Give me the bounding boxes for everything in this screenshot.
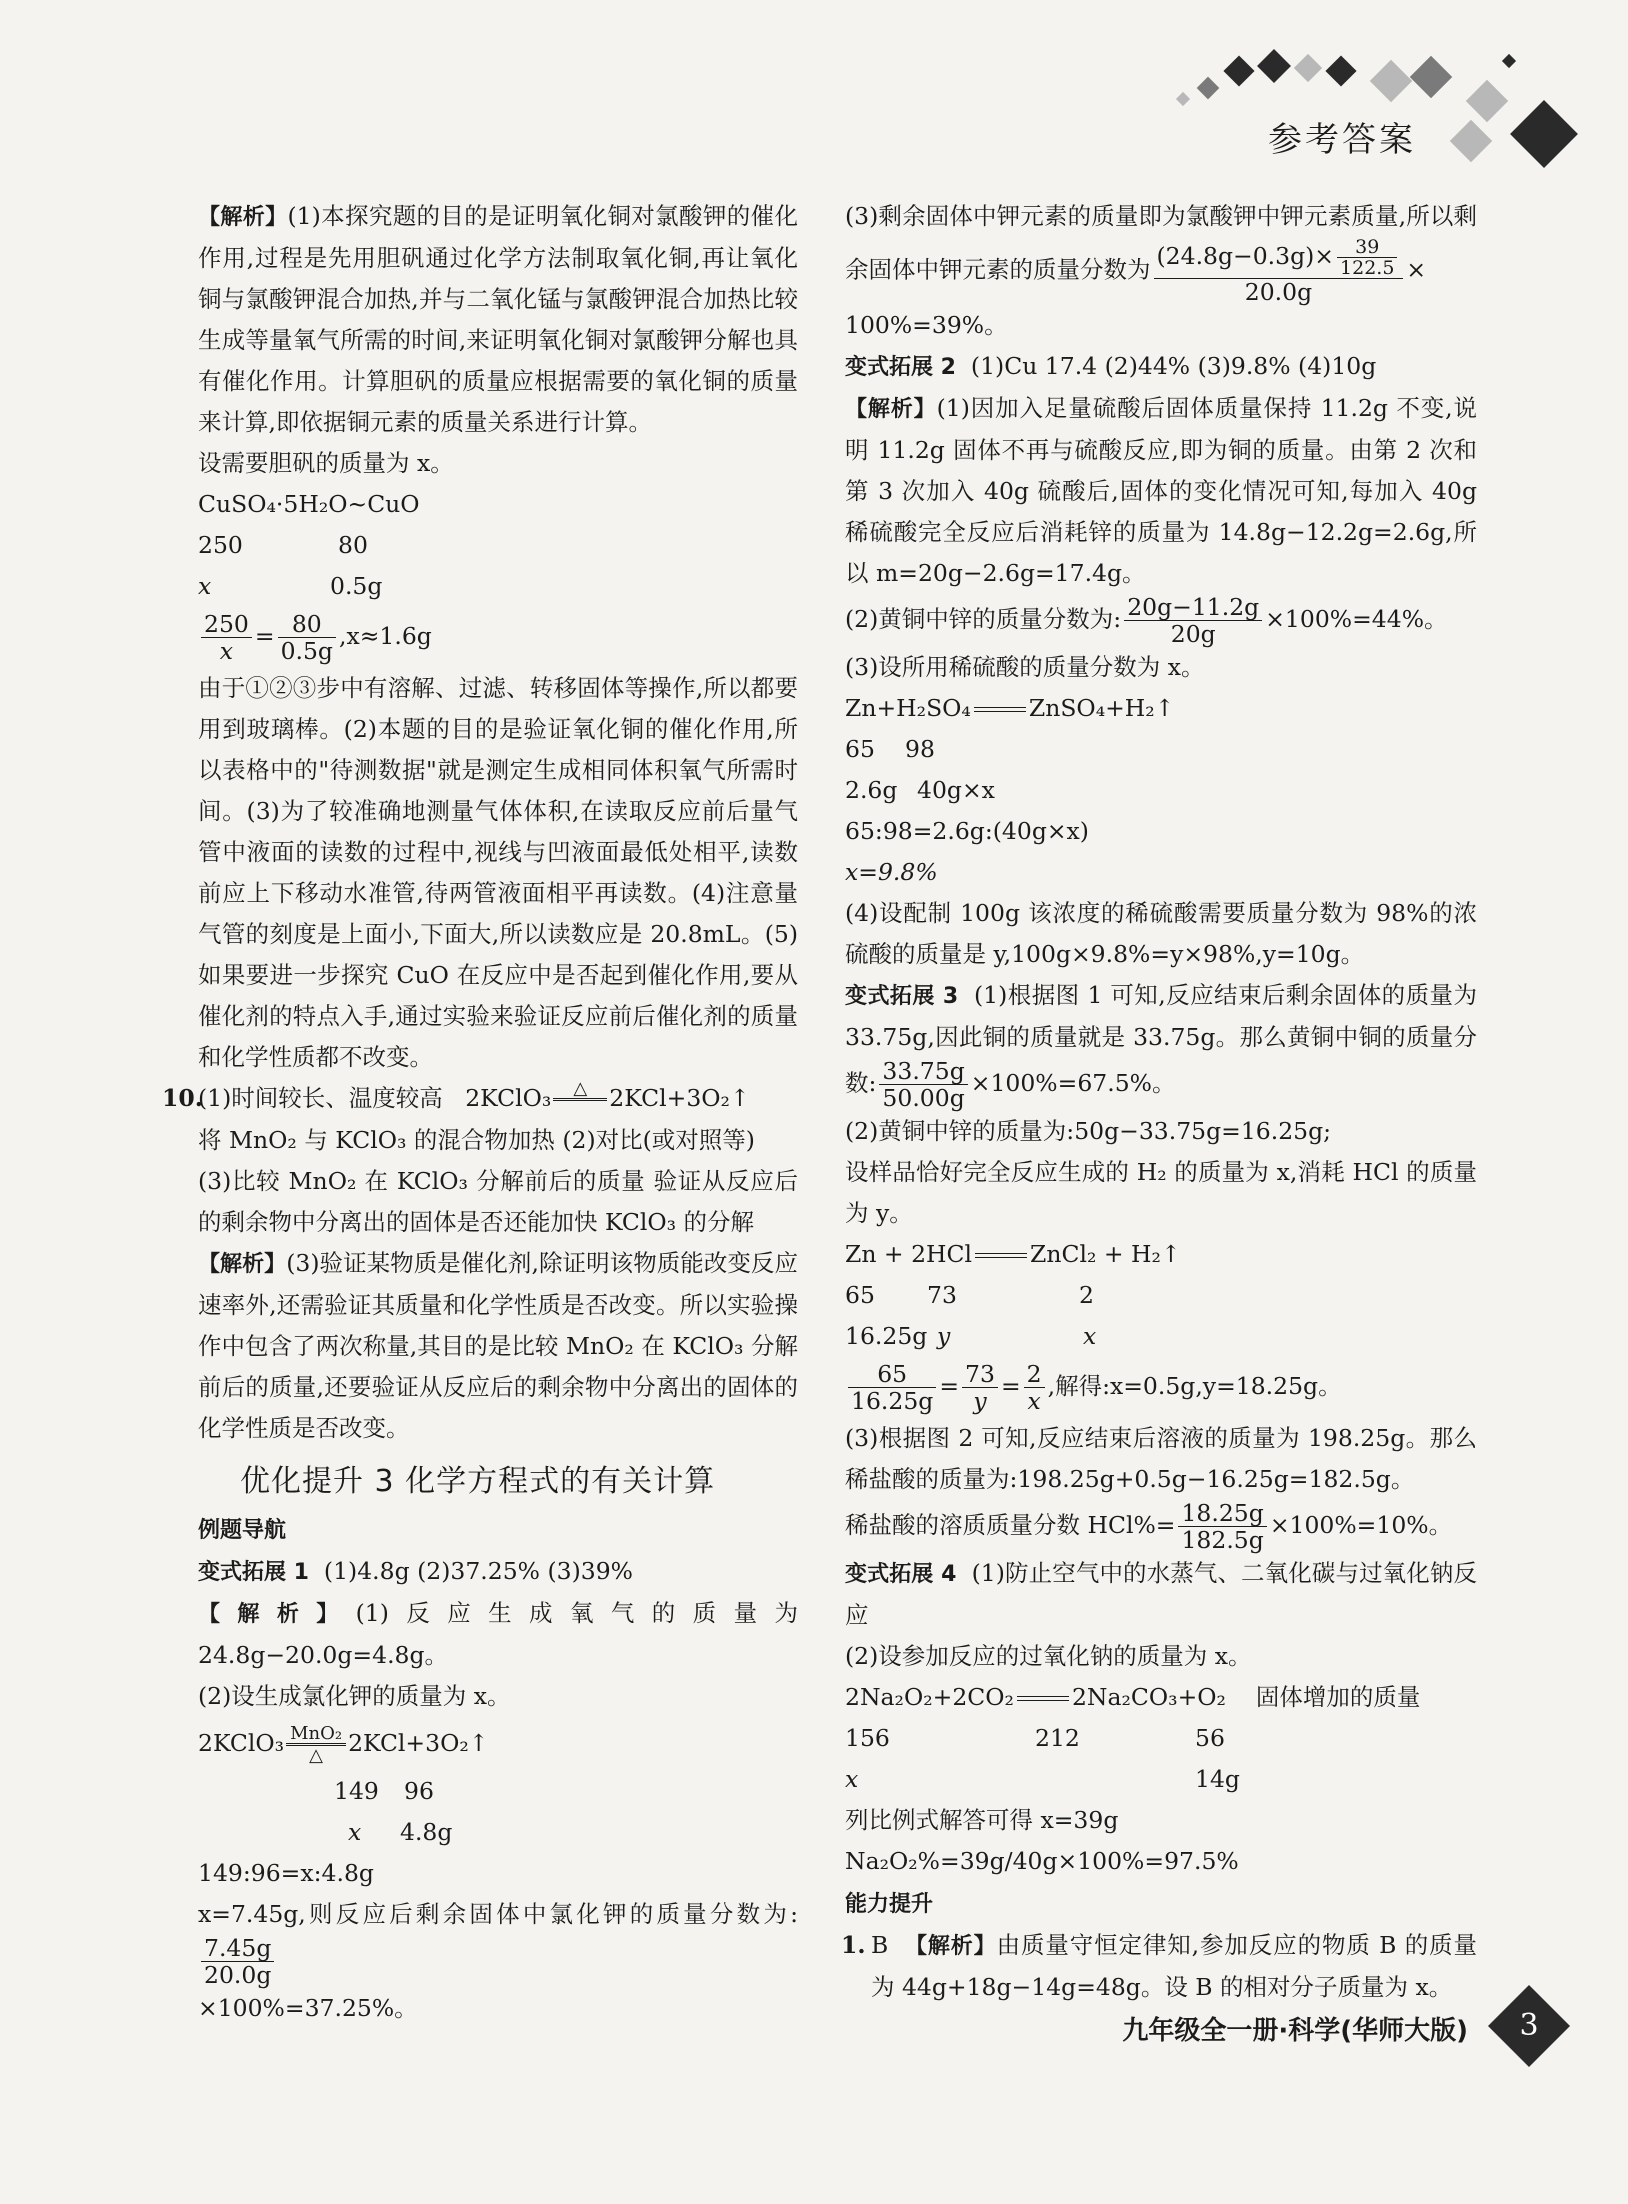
formula-line: CuSO₄·5H₂O~CuO	[198, 490, 420, 518]
header-title: 参考答案	[1268, 120, 1416, 160]
diamond-decoration-icon	[1325, 55, 1356, 86]
question-1: 1. B 【解析】由质量守恒定律知,参加反应的物质 B 的质量为 44g+18g−14g=48g。设 B 的相对分子质量为 x。	[845, 1925, 1477, 2008]
calc-row: 2.6g 40g×x	[845, 776, 995, 804]
calc-row: x 4.8g	[348, 1818, 453, 1846]
calc-row: 65 73 2	[845, 1281, 1094, 1309]
chemical-equation: 2KClO₃ MnO₂ △ 2KCl+3O₂↑	[198, 1723, 489, 1766]
section-title: 优化提升 3 化学方程式的有关计算	[240, 1464, 716, 1499]
calc-row: 156 212 56	[845, 1724, 1225, 1752]
subsection-title: 例题导航	[198, 1518, 287, 1543]
chemical-equation: Zn+H₂SO₄ ZnSO₄+H₂↑	[845, 694, 1175, 722]
diamond-decoration-icon	[1466, 80, 1508, 122]
subsection-title: 能力提升	[845, 1892, 934, 1917]
analysis-paragraph: 由于①②③步中有溶解、过滤、转移固体等操作,所以都要用到玻璃棒。(2)本题的目的是验证氧化铜的催化作用,所以表格中的"待测数据"就是测定生成相同体积氧气所需时间。(3)为了较准确地测量气体体积,在读取反应前后量气管中液面的读数的过程中,视线与凹液面最低处相平,读数前应上下移动水准管,待两管液面相平再读数。(4)注意量气管的刻度是上面小,下面大,所以读数应是 20.8mL。(5)如果要进一步探究 CuO 在反应中是否起到催化作用,要从催化剂的特点入手,通过实验来验证反应前后催化剂的质量和化学性质都不改变。	[198, 674, 798, 1071]
diamond-decoration-icon	[1176, 92, 1190, 106]
page-number: 3	[1519, 2008, 1539, 2043]
diamond-decoration-icon	[1450, 120, 1492, 162]
fraction-equation: $\frac{65}{16.25g}$ = $\frac{73}{y}$ = $\frac{2}{x}$ ,解得:x=0.5g,y=18.25g。	[845, 1361, 1477, 1414]
diamond-decoration-icon	[1410, 56, 1452, 98]
left-column: 【解析】(1)本探究题的目的是证明氧化铜对氯酸钾的催化作用,过程是先用胆矾通过化学方法制取氧化铜,再让氧化铜与氯酸钾混合加热,并与二氧化锰与氯酸钾混合加热比较生成等量氧气所需的时间,来证明氧化铜对氯酸钾分解也具有催化作用。计算胆矾的质量应根据需要的氧化铜的质量来计算,即依据铜元素的质量关系进行计算。 设需要胆矾的质量为 x。 CuSO₄·5H₂O~CuO 250 80 x 0.5g $\frac{250}{x}$ = $\frac{80}{0.5g}$ ,x≈1.6g 由于①②③步中有溶解、过滤、转移固体等操作,所以都要用到玻璃棒。(2)本题的目的是验证氧化铜的催化作用,所以表格中的"待测数据"就是测定生成相同体积氧气所需时间。(3)为了较准确地测量气体体积,在读取反应前后量气管中液面的读数的过程中,视线与凹液面最低处相平,读数前应上下移动水准管,待两管液面相平再读数。(4)注意量气管的刻度是上面小,下面大,所以读数应是 20.8mL。(5)如果要进一步探究 CuO 在反应中是否起到催化作用,要从催化剂的特点入手,通过实验来验证反应前后催化剂的质量和化学性质都不改变。 10. (1)时间较长、温度较高 2KClO₃ △ 2KCl+3O₂↑ 将 MnO₂ 与 KClO₃ 的混合物加热 (2)对比(或对照等) (3)比较 MnO₂ 在 KClO₃ 分解前后的质量 验证从反应后的剩余物中分离出的固体是否还能加快 KClO₃ 的分解 【解析】(3)验证某物质是催化剂,除证明该物质能改变反应速率外,还需验证其质量和化学性质是否改变。所以实验操作中包含了两次称量,其目的是比较 MnO₂ 在 KClO₃ 分解前后的质量,还要验证从反应后的剩余物中分离出的固体的化学性质是否改变。 优化提升 3 化学方程式的有关计算 例题导航 变式拓展 1 (1)4.8g (2)37.25% (3)39% 【解析】(1)反应生成氧气的质量为 24.8g−20.0g=4.8g。 (2)设生成氯化钾的质量为 x。 2KClO₃ MnO₂ △ 2KCl+3O₂↑ 149 96 x 4.8g 149:96=x:4.8g x=7.45g,则反应后剩余固体中氯化钾的质量分数为: $\frac{7.45g}{20.0g}$ ×100%=37.25%。	[198, 196, 798, 2029]
calc-row: x 14g	[845, 1765, 1240, 1793]
question-10: 10. (1)时间较长、温度较高 2KClO₃ △ 2KCl+3O₂↑ 将 MnO₂ 与 KClO₃ 的混合物加热 (2)对比(或对照等) (3)比较 MnO₂ 在 KClO₃ 分解前后的质量 验证从反应后的剩余物中分离出的固体是否还能加快 KClO₃ 的分解 【解析】(3)验证某物质是催化剂,除证明该物质能改变反应速率外,还需验证其质量和化学性质是否改变。所以实验操作中包含了两次称量,其目的是比较 MnO₂ 在 KClO₃ 分解前后的质量,还要验证从反应后的剩余物中分离出的固体的化学性质是否改变。	[162, 1078, 798, 1442]
text-line: 设需要胆矾的质量为 x。	[198, 449, 454, 477]
chemical-equation: 2Na₂O₂+2CO₂ 2Na₂CO₃+O₂ 固体增加的质量	[845, 1683, 1421, 1711]
diamond-decoration-icon	[1223, 55, 1254, 86]
right-column: (3)剩余固体中钾元素的质量即为氯酸钾中钾元素质量,所以剩余固体中钾元素的质量分数为 (24.8g−0.3g)× $\frac{39}{122.5}$ 20.0g × 100%=39%。 变式拓展 2 (1)Cu 17.4 (2)44% (3)9.8% (4)10g 【解析】(1)因加入足量硫酸后固体质量保持 11.2g 不变,说明 11.2g 固体不再与硫酸反应,即为铜的质量。由第 2 次和第 3 次加入 40g 硫酸后,固体的变化情况可知,每加入 40g 稀硫酸完全反应后消耗锌的质量为 14.8g−12.2g=2.6g,所以 m=20g−2.6g=17.4g。 (2)黄铜中锌的质量分数为: $\frac{20g-11.2g}{20g}$ ×100%=44%。 (3)设所用稀硫酸的质量分数为 x。 Zn+H₂SO₄ ZnSO₄+H₂↑ 65 98 2.6g 40g×x 65:98=2.6g:(40g×x) x=9.8% (4)设配制 100g 该浓度的稀硫酸需要质量分数为 98%的浓硫酸的质量是 y,100g×9.8%=y×98%,y=10g。 变式拓展 3 (1)根据图 1 可知,反应结束后剩余固体的质量为 33.75g,因此铜的质量就是 33.75g。那么黄铜中铜的质量分数: $\frac{33.75g}{50.00g}$ ×100%=67.5%。 (2)黄铜中锌的质量为:50g−33.75g=16.25g; 设样品恰好完全反应生成的 H₂ 的质量为 x,消耗 HCl 的质量为 y。 Zn + 2HCl ZnCl₂ + H₂↑ 65 73 2 16.25g y x $\frac{65}{16.25g}$ = $\frac{73}{y}$ = $\frac{2}{x}$ ,解得:x=0.5g,y=18.25g。 (3)根据图 2 可知,反应结束后溶液的质量为 198.25g。那么稀盐酸的质量为:198.25g+0.5g−16.25g=182.5g。 稀盐酸的溶质质量分数 HCl%= $\frac{18.25g}{182.5g}$ ×100%=10%。 变式拓展 4 (1)防止空气中的水蒸气、二氧化碳与过氧化钠反应 (2)设参加反应的过氧化钠的质量为 x。 2Na₂O₂+2CO₂ 2Na₂CO₃+O₂ 固体增加的质量 156 212 56 x 14g 列比例式解答可得 x=39g Na₂O₂%=39g/40g×100%=97.5% 能力提升 1. B 【解析】由质量守恒定律知,参加反应的物质 B 的质量为 44g+18g−14g=48g。设 B 的相对分子质量为 x。	[845, 196, 1477, 2008]
answer-line: 变式拓展 2 (1)Cu 17.4 (2)44% (3)9.8% (4)10g	[845, 352, 1377, 380]
diamond-decoration-icon	[1257, 49, 1291, 83]
diamond-decoration-icon	[1502, 54, 1516, 68]
calc-row: 149 96	[334, 1777, 434, 1805]
calc-row: 16.25g y x	[845, 1322, 1097, 1350]
calc-row: 250 80	[198, 531, 368, 559]
diamond-decoration-icon	[1197, 77, 1220, 100]
analysis-paragraph: 【解析】(1)本探究题的目的是证明氧化铜对氯酸钾的催化作用,过程是先用胆矾通过化学方法制取氧化铜,再让氧化铜与氯酸钾混合加热,并与二氧化锰与氯酸钾混合加热比较生成等量氧气所需的时间,来证明氧化铜对氯酸钾分解也具有催化作用。计算胆矾的质量应根据需要的氧化铜的质量来计算,即依据铜元素的质量关系进行计算。	[198, 202, 798, 436]
diamond-decoration-icon	[1294, 54, 1322, 82]
calc-row: x 0.5g	[198, 572, 383, 600]
diamond-decoration-icon	[1370, 60, 1412, 102]
answer-line: 变式拓展 1 (1)4.8g (2)37.25% (3)39%	[198, 1557, 633, 1585]
chemical-equation: Zn + 2HCl ZnCl₂ + H₂↑	[845, 1240, 1181, 1268]
fraction-equation: $\frac{250}{x}$ = $\frac{80}{0.5g}$ ,x≈1.6g	[198, 611, 798, 664]
diamond-decoration-icon	[1510, 100, 1578, 168]
calc-row: 65 98	[845, 735, 935, 763]
question-number: 10.	[162, 1084, 203, 1112]
question-number: 1.	[841, 1931, 866, 1959]
book-title: 九年级全一册·科学(华师大版)	[1122, 2016, 1468, 2046]
